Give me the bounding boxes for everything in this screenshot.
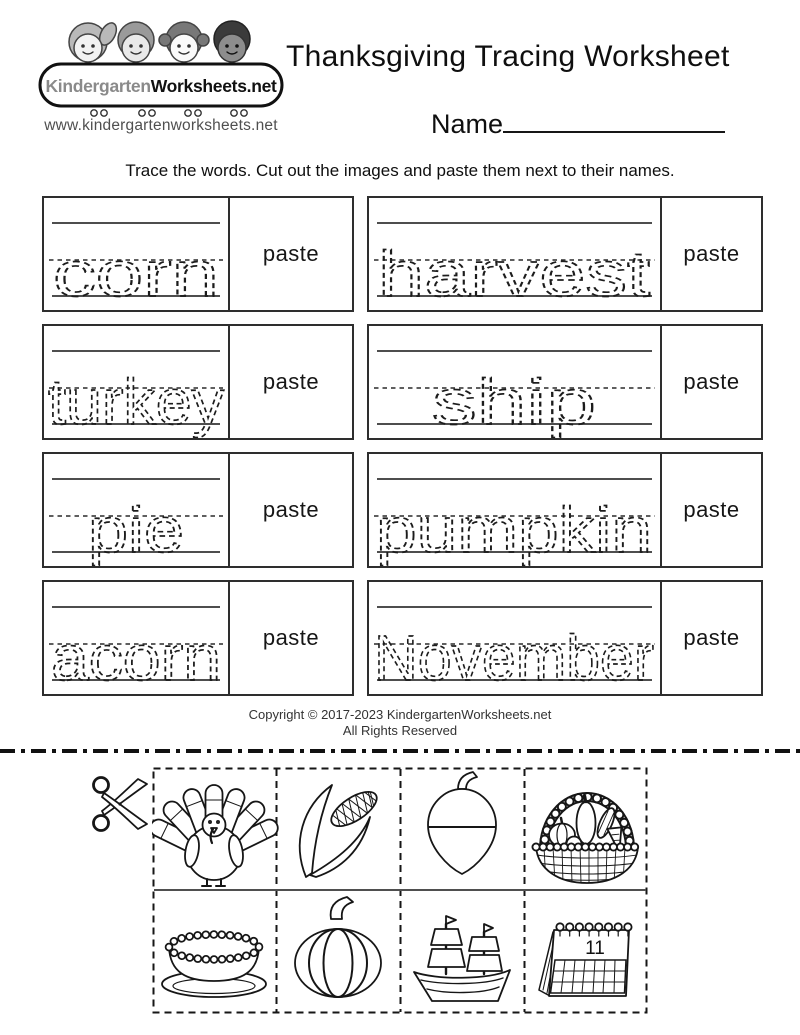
trace-box <box>367 452 763 568</box>
page-title: Thanksgiving Tracing Worksheet <box>286 40 730 73</box>
paste-cell: paste <box>228 582 352 694</box>
trace-word-area <box>44 198 228 310</box>
pie-image <box>162 935 266 998</box>
trace-word: ship <box>432 366 596 438</box>
acorn-image <box>428 772 496 874</box>
trace-box <box>367 324 763 440</box>
cut-line <box>0 747 800 755</box>
ship-image <box>414 916 510 1001</box>
trace-box <box>367 196 763 312</box>
trace-box <box>42 452 354 568</box>
trace-word: pumpkin <box>376 494 652 566</box>
corn-image <box>300 783 384 877</box>
trace-word-area <box>369 454 660 566</box>
harvest-basket-image <box>536 793 638 883</box>
kids-logo-illustration <box>36 16 286 120</box>
trace-word-area <box>369 326 660 438</box>
paste-cell: paste <box>660 454 761 566</box>
trace-word-area <box>369 198 660 310</box>
cutout-image-grid <box>152 767 648 1014</box>
paste-cell: paste <box>228 454 352 566</box>
trace-box <box>42 324 354 440</box>
scissors-icon <box>90 771 154 837</box>
trace-word: November <box>374 622 654 694</box>
trace-word-area <box>44 326 228 438</box>
paste-cell: paste <box>228 326 352 438</box>
calendar-number: 11 <box>585 938 605 959</box>
pumpkin-image <box>295 897 381 997</box>
copyright-line2: All Rights Reserved <box>342 723 458 738</box>
logo-url: www.kindergartenworksheets.net <box>44 117 278 134</box>
trace-word: turkey <box>48 366 224 438</box>
copyright-text <box>0 707 800 739</box>
copyright-line1: Copyright © 2017-2023 KindergartenWorksheets.net <box>248 707 552 722</box>
name-blank-line <box>503 104 725 133</box>
site-logo <box>36 16 286 125</box>
trace-word: acorn <box>51 622 221 694</box>
trace-word-area <box>369 582 660 694</box>
calendar-image <box>539 923 632 996</box>
paste-cell: paste <box>228 198 352 310</box>
logo-brand-text <box>45 76 277 96</box>
trace-box <box>42 580 354 696</box>
paste-cell: paste <box>660 326 761 438</box>
logo-brand-black: Worksheets.net <box>150 76 277 96</box>
instruction-text: Trace the words. Cut out the images and paste them next to their names. <box>125 161 675 180</box>
trace-box <box>367 580 763 696</box>
turkey-image <box>152 785 281 886</box>
name-label: Name <box>431 109 504 139</box>
trace-word: corn <box>53 238 219 310</box>
trace-word-area <box>44 454 228 566</box>
trace-word: pie <box>88 494 184 566</box>
logo-brand-gray: Kindergarten <box>45 76 151 96</box>
trace-word: harvest <box>378 238 651 310</box>
trace-table <box>42 196 763 696</box>
trace-box <box>42 196 354 312</box>
trace-word-area <box>44 582 228 694</box>
paste-cell: paste <box>660 582 761 694</box>
name-row <box>431 104 725 140</box>
paste-cell: paste <box>660 198 761 310</box>
